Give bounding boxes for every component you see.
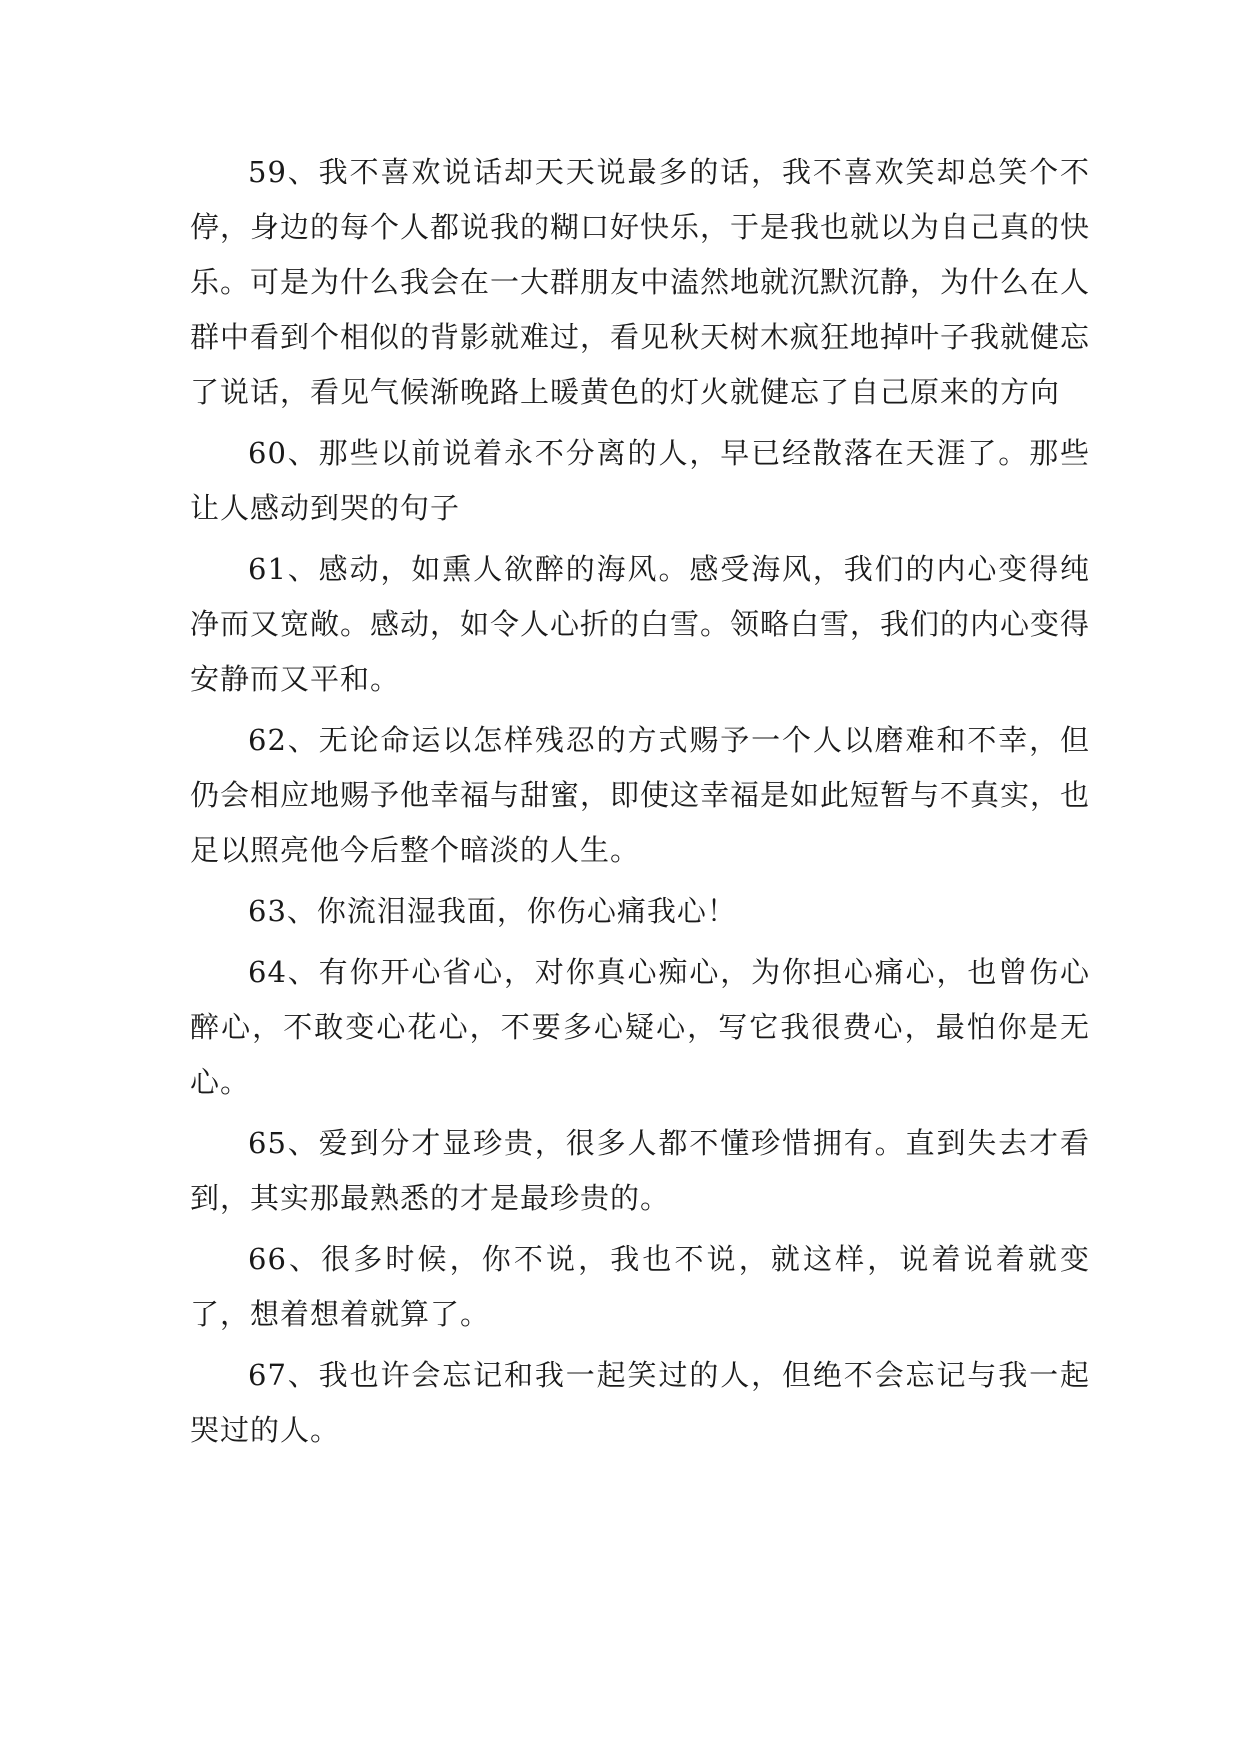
paragraph-59: 59、我不喜欢说话却天天说最多的话，我不喜欢笑却总笑个不停，身边的每个人都说我的糊口好快乐，于是我也就以为自己真的快乐。可是为什么我会在一大群朋友中溘然地就沉默沉静，为什么在人群中看到个相似的背影就难过，看见秋天树木疯狂地掉叶子我就健忘了说话，看见气候渐晚路上暖黄色的灯火就健忘了自己原来的方向 <box>190 155 1091 409</box>
paragraph-64: 64、有你开心省心，对你真心痴心，为你担心痛心，也曾伤心醉心，不敢变心花心，不要多心疑心，写它我很费心，最怕你是无心。 <box>190 955 1090 1099</box>
paragraph-67: 67、我也许会忘记和我一起笑过的人，但绝不会忘记与我一起哭过的人。 <box>190 1358 1090 1447</box>
paragraph-65: 65、爱到分才显珍贵，很多人都不懂珍惜拥有。直到失去才看到，其实那最熟悉的才是最珍贵的。 <box>190 1126 1090 1215</box>
document-body <box>190 145 1090 1464</box>
paragraph-66: 66、很多时候，你不说，我也不说，就这样，说着说着就变了，想着想着就算了。 <box>190 1242 1090 1331</box>
paragraph-60: 60、那些以前说着永不分离的人，早已经散落在天涯了。那些让人感动到哭的句子 <box>190 436 1090 525</box>
paragraph-61: 61、感动，如熏人欲醉的海风。感受海风，我们的内心变得纯净而又宽敞。感动，如令人心折的白雪。领略白雪，我们的内心变得安静而又平和。 <box>190 552 1091 696</box>
paragraph-62: 62、无论命运以怎样残忍的方式赐予一个人以磨难和不幸，但仍会相应地赐予他幸福与甜蜜，即使这幸福是如此短暂与不真实，也足以照亮他今后整个暗淡的人生。 <box>190 723 1091 867</box>
paragraph-63: 63、你流泪湿我面，你伤心痛我心！ <box>248 894 737 928</box>
